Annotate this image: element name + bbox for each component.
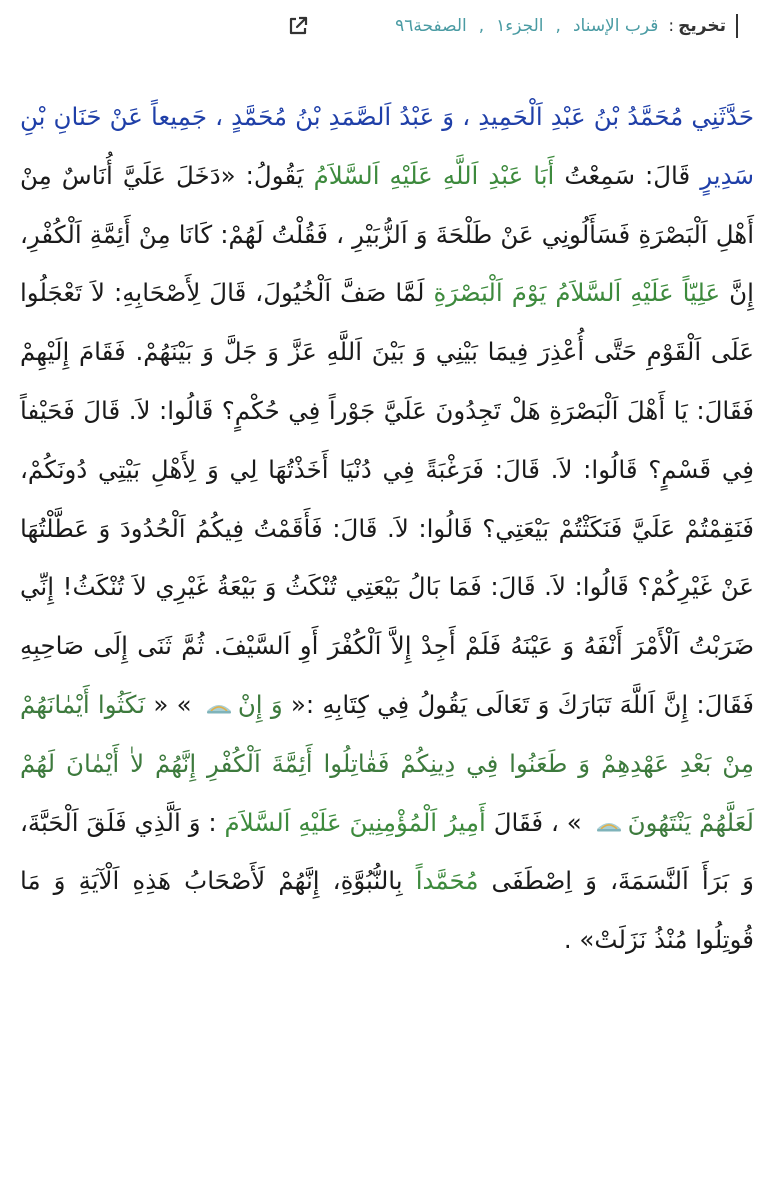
takhrij-header [0,0,774,58]
quran-bracket-icon [204,696,234,716]
hadith-text-segment: لَمَّا صَفَّ اَلْخُيُولَ، قَالَ لِأَصْحَابِهِ: لاَ تَعْجَلُوا عَلَى اَلْقَوْمِ حَتَّى أُعْذِرَ فِيمَا بَيْنِي وَ بَيْنَ اَللَّهِ عَزَّ وَ جَلَّ وَ بَيْنَهُمْ. فَقَامَ إِلَيْهِمْ فَقَالَ: يَا أَهْلَ اَلْبَصْرَةِ هَلْ تَجِدُونَ عَلَيَّ جَوْراً فِي حُكْمٍ؟ قَالُوا: لاَ. قَالَ فَحَيْفاً فِي قَسْمٍ؟ قَالُوا: لاَ. قَالَ: فَرَغْبَةً فِي دُنْيَا أَخَذْتُهَا لِي وَ لِأَهْلِ بَيْتِي دُونَكُمْ، فَنَقِمْتُمْ عَلَيَّ فَنَكَثْتُمْ بَيْعَتِي؟ قَالُوا: لاَ. قَالَ: فَأَقَمْتُ فِيكُمُ اَلْحُدُودَ وَ عَطَّلْتُهَا عَنْ غَيْرِكُمْ؟ قَالُوا: لاَ. قَالَ: فَمَا بَالُ بَيْعَتِي تُنْكَثُ وَ بَيْعَةُ غَيْرِي لاَ تُنْكَثُ! إِنِّي ضَرَبْتُ اَلْأَمْرَ أَنْفَهُ وَ عَيْنَهُ فَلَمْ أَجِدْ إِلاَّ اَلْكُفْرَ أَوِ اَلسَّيْفَ. ثُمَّ ثَنَى إِلَى صَاحِبِهِ فَقَالَ: إِنَّ اَللَّهَ تَبَارَكَ وَ تَعَالَى يَقُولُ فِي كِتَابِهِ :« [20,278,755,719]
takhrij-colon: : [668,16,675,36]
narrator-chain[interactable]: حَدَّثَنِي مُحَمَّدُ بْنُ عَبْدِ اَلْحَمِيدِ ، وَ عَبْدُ اَلصَّمَدِ بْنُ مُحَمَّدٍ ، جَمِيعاً عَنْ حَنَانِ بْنِ سَدِيرٍ [20,102,754,190]
hadith-text-segment: يَقُولُ: «دَخَلَ عَلَيَّ أُنَاسٌ مِنْ أَهْلِ اَلْبَصْرَةِ فَسَأَلُونِي عَنْ طَلْحَةَ وَ اَلزُّبَيْرِ ، فَقُلْتُ لَهُمْ: كَانَا مِنْ أَئِمَّةِ اَلْكُفْرِ، إِنَّ [20,160,754,308]
source-page-link[interactable]: الصفحة٩٦ [395,16,467,36]
quran-bracket-icon [594,814,624,834]
muhammad-reference[interactable]: مُحَمَّداً [415,866,479,896]
quran-quote-start[interactable]: وَ إِنْ [237,689,283,719]
hadith-text-segment: » ، فَقَالَ [485,807,590,837]
takhrij-source-line [395,12,726,40]
hadith-text-segment: بِالنُّبُوَّةِ، إِنَّهُمْ لَأَصْحَابُ هَذِهِ اَلْآيَةِ وَ مَا قُوتِلُوا مُنْذُ نَزَلَتْ» . [20,866,754,955]
honorific-reference[interactable]: عَلِيّاً عَلَيْهِ اَلسَّلاَمُ يَوْمَ اَلْبَصْرَةِ [433,278,721,308]
hadith-text-segment: : وَ اَلَّذِي فَلَقَ اَلْحَبَّةَ، وَ بَرَأَ اَلنَّسَمَةَ، وَ اِصْطَفَى [20,807,754,896]
hadith-text [20,88,754,970]
header-accent-bar [736,14,738,38]
separator: , [478,16,485,36]
amir-al-muminin-reference[interactable]: أَمِيرُ اَلْمُؤْمِنِينَ عَلَيْهِ اَلسَّلاَمَ [224,807,486,837]
imam-name[interactable]: أَبَا عَبْدِ اَللَّهِ عَلَيْهِ اَلسَّلاَمُ [313,160,555,190]
hadith-text-segment: قَالَ: سَمِعْتُ [554,160,701,190]
quran-verse[interactable]: نَكَثُوا أَيْمٰانَهُمْ مِنْ بَعْدِ عَهْدِهِمْ وَ طَعَنُوا فِي دِينِكُمْ فَقٰاتِلُوا أَئِمَّةَ اَلْكُفْرِ إِنَّهُمْ لاٰ أَيْمٰانَ لَهُمْ لَعَلَّهُمْ يَنْتَهُونَ [20,689,755,837]
external-link-icon[interactable] [286,14,310,38]
hadith-text-segment: » « [145,689,200,719]
separator: , [555,16,561,36]
source-part-link[interactable]: الجزء١ [496,16,544,36]
takhrij-label: تخريج [678,16,726,36]
source-book-link[interactable]: قرب الإسناد [572,16,659,36]
